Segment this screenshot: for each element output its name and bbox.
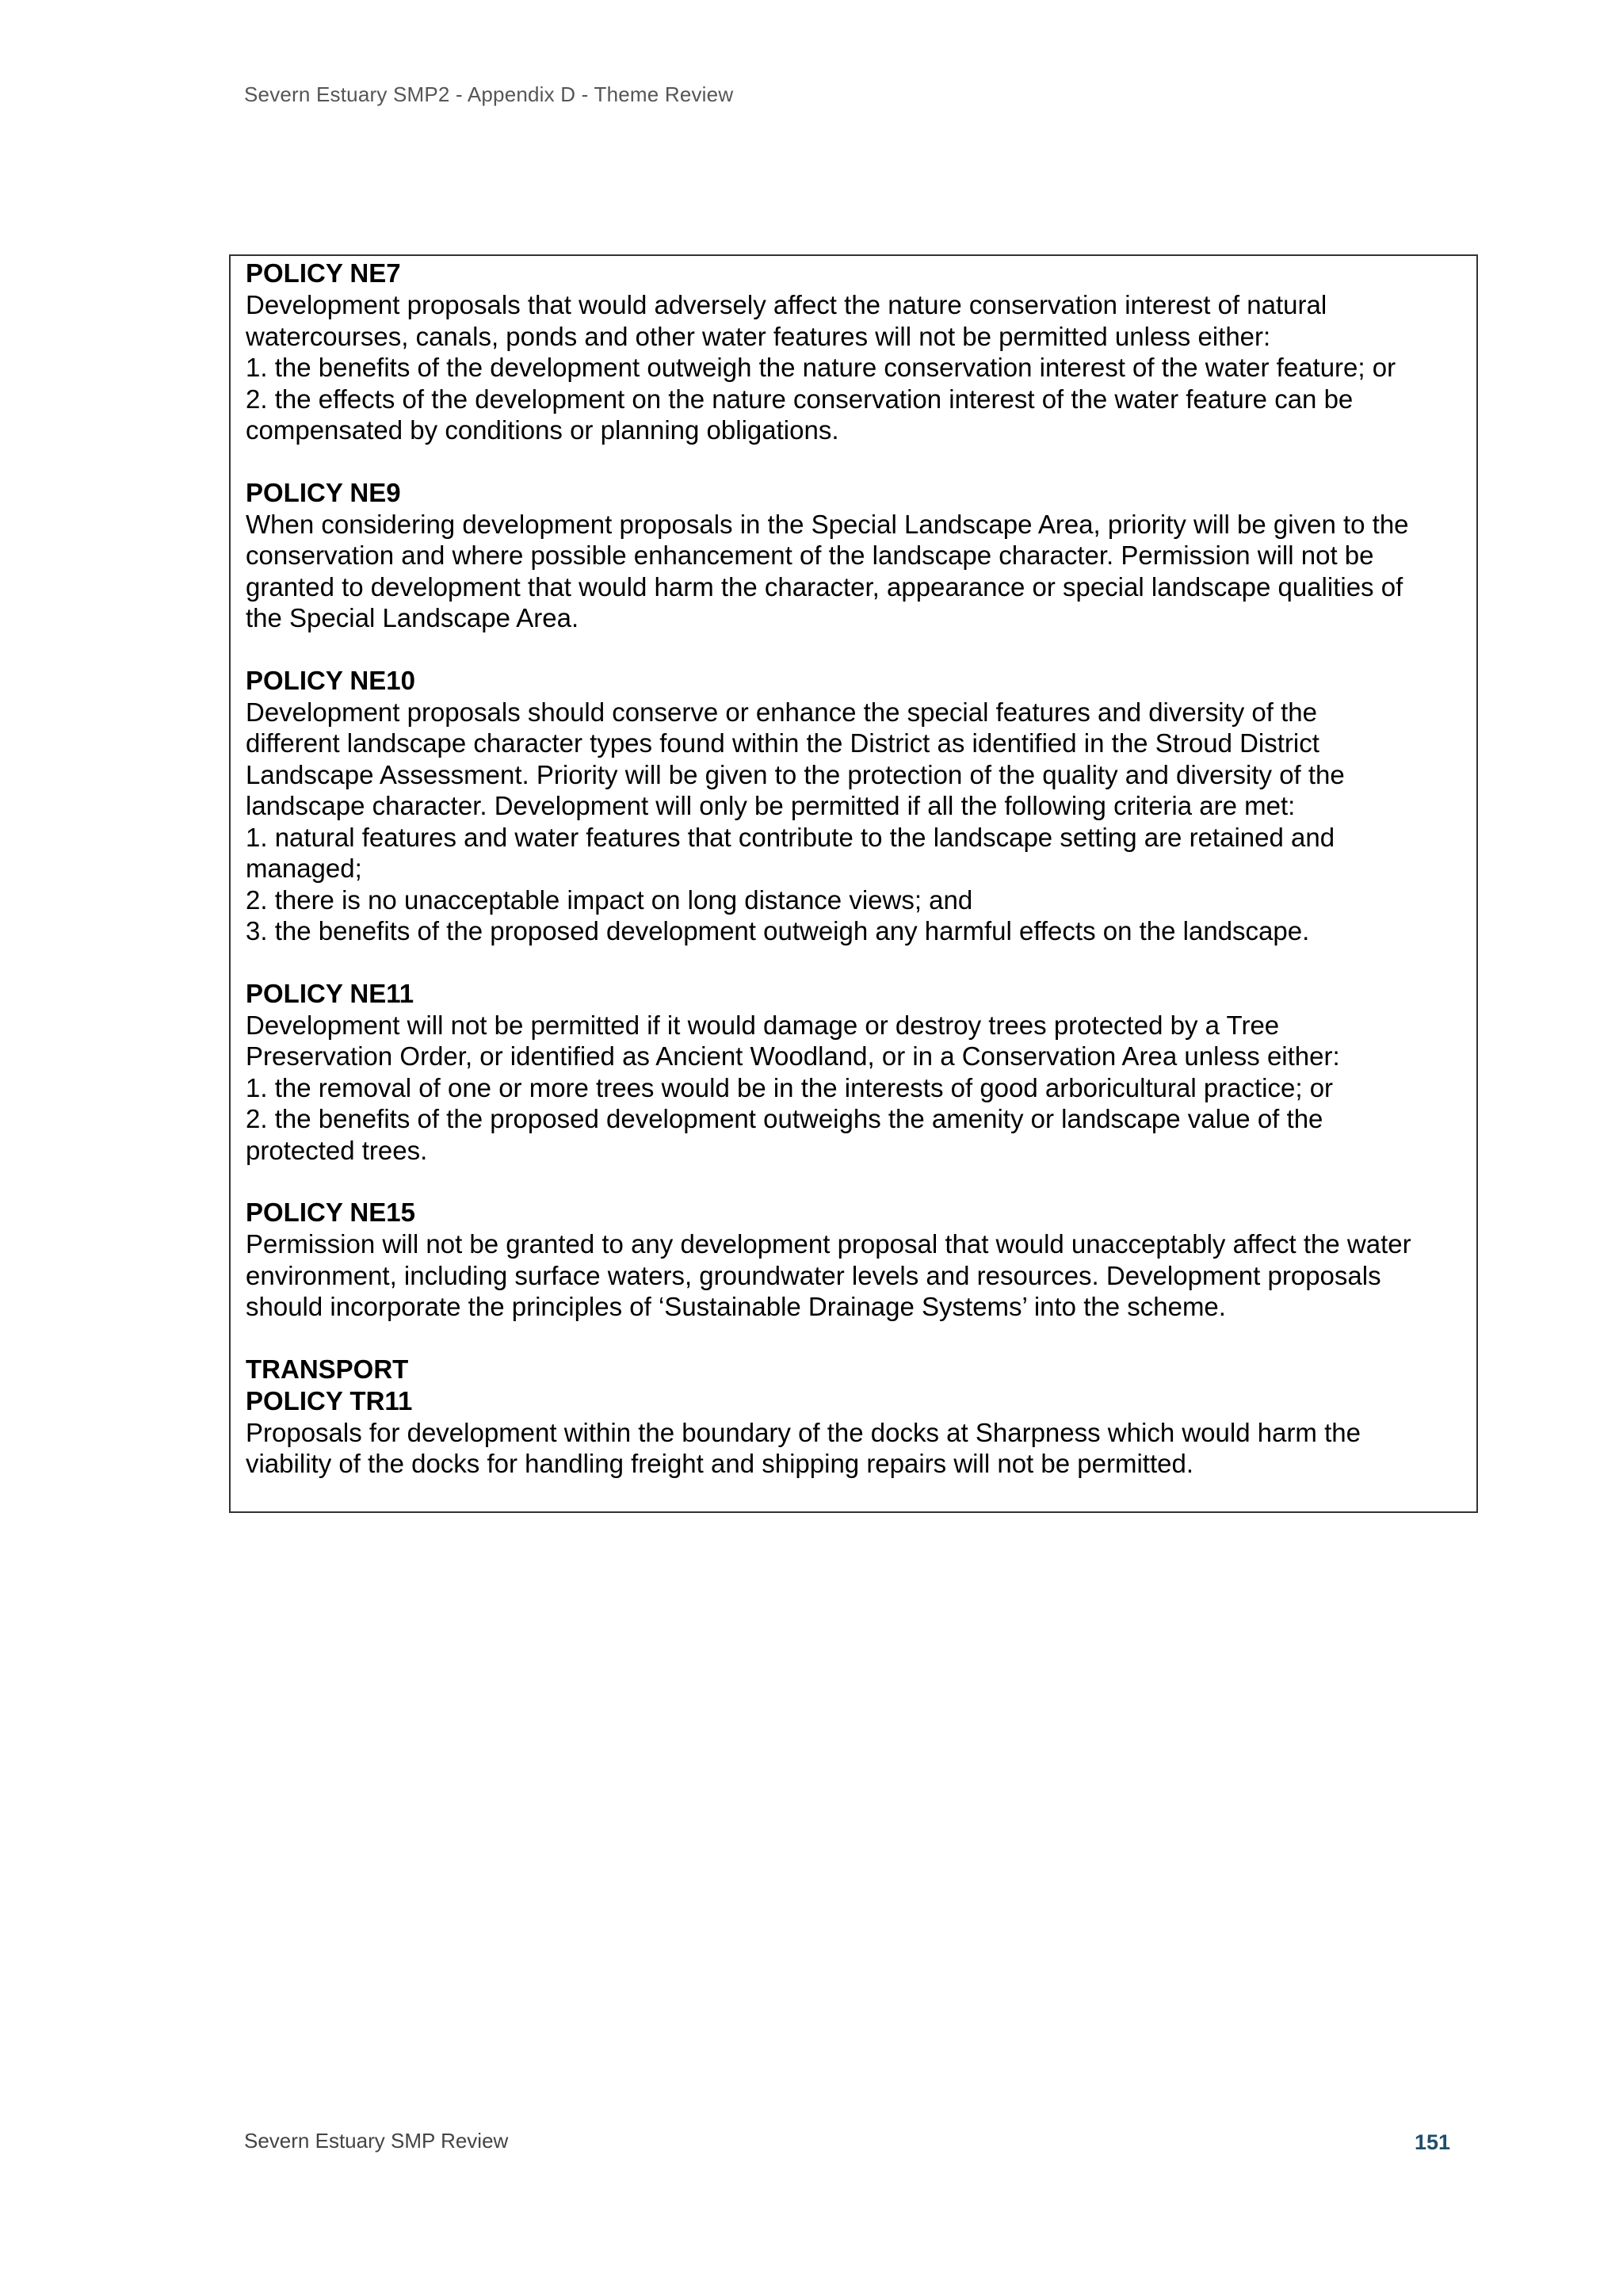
section-heading-transport: TRANSPORT [246,1354,409,1384]
policy-text-line: the Special Landscape Area. [246,603,579,632]
policy-text-line: 2. there is no unacceptable impact on long distance views; and [246,884,973,915]
policy-text-line: different landscape character types found within the District as identified in the Stroud District [246,728,1319,758]
running-header: Severn Estuary SMP2 - Appendix D - Theme Review [244,82,734,106]
policy-text-line: 2. the effects of the development on the nature conservation interest of the water feature can be [246,384,1354,414]
policy-section-ne7 [246,258,1461,446]
running-footer: Severn Estuary SMP Review [244,2129,509,2153]
policy-section-ne11 [246,978,1461,1167]
policy-heading: POLICY NE9 [246,477,401,507]
policy-text-line: landscape character. Development will only be permitted if all the following criteria are met: [246,791,1296,820]
policy-text-line: Development proposals that would adversely affect the nature conservation interest of natural [246,290,1327,319]
policy-text-line: conservation and where possible enhancement of the landscape character. Permission will not be [246,541,1374,570]
policy-section-ne10 [246,665,1461,947]
policy-text-line: Development will not be permitted if it would damage or destroy trees protected by a Tree [246,1010,1280,1040]
policy-text-line: managed; [246,854,362,883]
policy-text-line: Landscape Assessment. Priority will be given to the protection of the quality and diversity of the [246,759,1345,789]
policy-text-line: compensated by conditions or planning obligations. [246,415,839,445]
page-number: 151 [1414,2130,1450,2154]
policy-heading: POLICY NE10 [246,665,415,695]
policy-text-line: granted to development that would harm the character, appearance or special landscape qualities of [246,571,1403,602]
policy-text-line: environment, including surface waters, groundwater levels and resources. Development proposals [246,1260,1381,1290]
policy-section-ne15 [246,1197,1461,1323]
policy-text-line: Permission will not be granted to any development proposal that would unacceptably affect the water [246,1229,1411,1259]
policy-heading: POLICY TR11 [246,1385,413,1415]
policy-text-line: When considering development proposals in the Special Landscape Area, priority will be given to the [246,509,1409,539]
policy-text-line: should incorporate the principles of ‘Sustainable Drainage Systems’ into the scheme. [246,1292,1226,1321]
policy-text-line: Development proposals should conserve or enhance the special features and diversity of the [246,697,1317,727]
policy-text-line: viability of the docks for handling freight and shipping repairs will not be permitted. [246,1449,1193,1478]
policy-heading: POLICY NE11 [246,978,414,1008]
policy-heading: POLICY NE15 [246,1198,415,1227]
policy-box [229,254,1478,1513]
policy-text-line: 2. the benefits of the proposed development outweighs the amenity or landscape value of the [246,1104,1323,1133]
policy-heading: POLICY NE7 [246,258,401,288]
policy-text-line: watercourses, canals, ponds and other water features will not be permitted unless either: [246,321,1271,351]
policy-text-line: 3. the benefits of the proposed development outweigh any harmful effects on the landscape. [246,916,1310,946]
policy-text-line: 1. natural features and water features that contribute to the landscape setting are retained and [246,822,1335,852]
policy-section-ne9 [246,477,1461,634]
policy-section-tr11 [246,1354,1461,1480]
policy-text-line: protected trees. [246,1135,428,1165]
policy-text-line: 1. the benefits of the development outweigh the nature conservation interest of the water feature; or [246,353,1396,382]
policy-text-line: Preservation Order, or identified as Ancient Woodland, or in a Conservation Area unless either: [246,1041,1340,1071]
policy-text-line: 1. the removal of one or more trees would be in the interests of good arboricultural practice; or [246,1072,1334,1102]
policy-text-line: Proposals for development within the boundary of the docks at Sharpness which would harm the [246,1417,1361,1447]
